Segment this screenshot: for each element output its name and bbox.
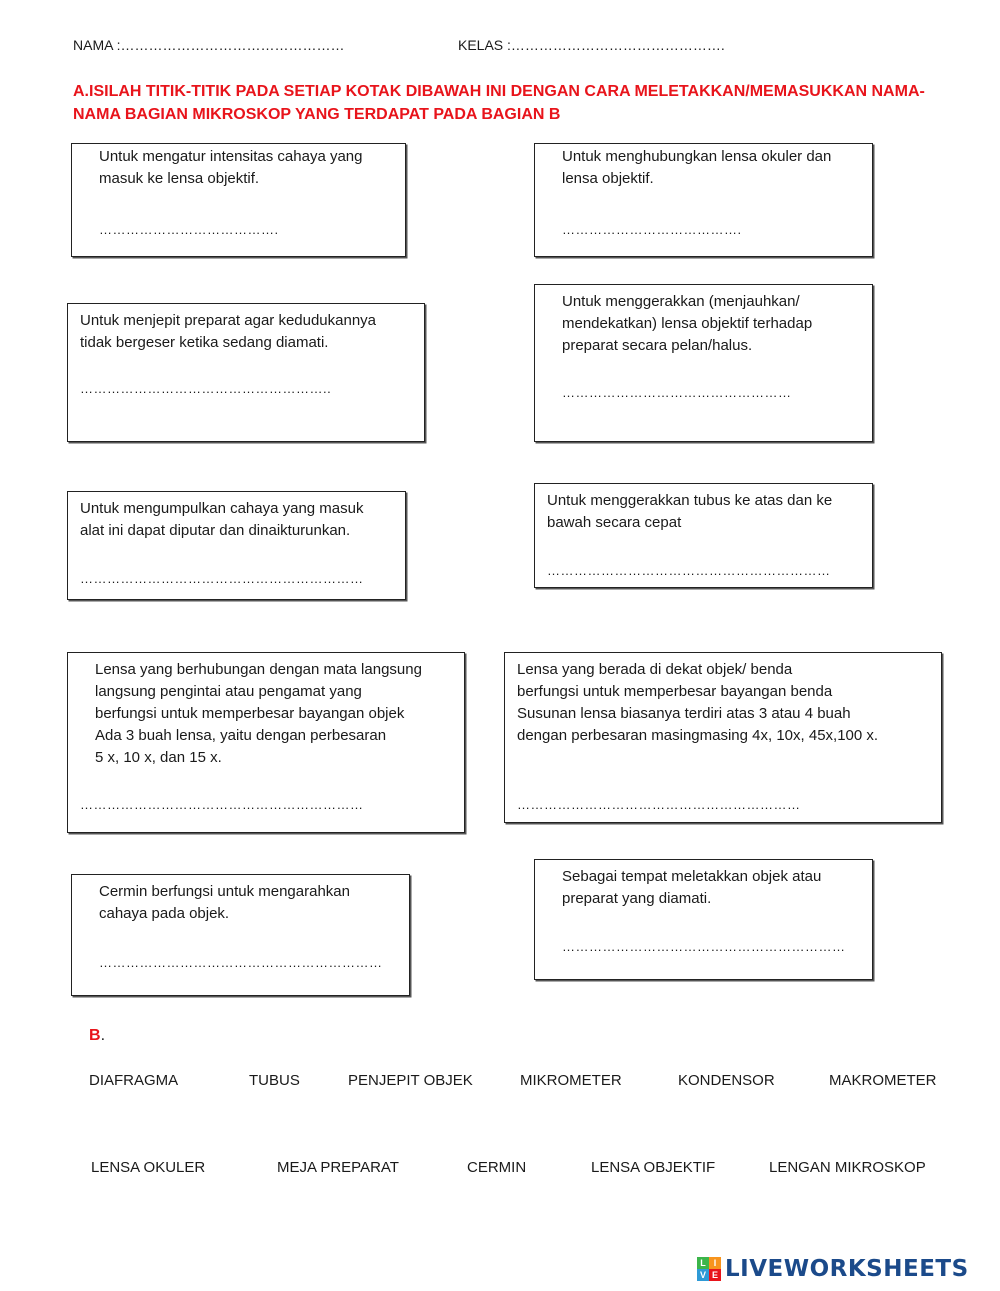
liveworksheets-logo: [697, 1255, 995, 1283]
box-description: Cermin berfungsi untuk mengarahkan cahaya pada objek.: [99, 883, 350, 922]
term-mikrometer[interactable]: MIKROMETER: [520, 1072, 622, 1089]
answer-blank[interactable]: ………………………………………………………: [517, 797, 801, 812]
name-field: NAMA :…………………………………………: [73, 37, 345, 53]
answer-box-2: [534, 143, 873, 257]
instruction-title: A.ISILAH TITIK-TITIK PADA SETIAP KOTAK DIBAWAH INI DENGAN CARA MELETAKKAN/MEMASUKKAN NAMA-NAMA BAGIAN MIKROSKOP YANG TERDAPAT PADA BAGIAN B: [73, 83, 925, 123]
class-field: KELAS :……………………………………….: [458, 37, 725, 53]
box-description: Sebagai tempat meletakkan objek atau preparat yang diamati.: [562, 868, 822, 907]
box-description: Untuk menjepit preparat agar kedudukannya tidak bergeser ketika sedang diamati.: [80, 312, 377, 351]
term-penjepit-objek[interactable]: PENJEPIT OBJEK: [348, 1072, 473, 1089]
answer-blank[interactable]: ………………………………….: [562, 222, 742, 237]
logo-mark-e: E: [709, 1269, 721, 1281]
answer-blank[interactable]: ………………………………………………………: [99, 955, 383, 970]
answer-box-4: [534, 284, 873, 442]
answer-blank[interactable]: ………………………………………………………: [547, 563, 831, 578]
logo-mark-v: V: [697, 1269, 709, 1281]
term-meja-preparat[interactable]: MEJA PREPARAT: [277, 1159, 399, 1176]
logo-wordmark: LIVEWORKSHEETS: [725, 1256, 969, 1282]
term-lensa-okuler[interactable]: LENSA OKULER: [91, 1159, 206, 1176]
term-lensa-objektif[interactable]: LENSA OBJEKTIF: [591, 1159, 716, 1176]
logo-mark-icon: [697, 1257, 721, 1281]
term-makrometer[interactable]: MAKROMETER: [829, 1072, 937, 1089]
answer-box-8: [504, 652, 942, 823]
section-b-letter: B: [89, 1027, 101, 1044]
answer-blank[interactable]: ………………………………………………..: [80, 381, 332, 396]
logo-mark-l: L: [697, 1257, 709, 1269]
logo-mark-i: I: [709, 1257, 721, 1269]
answer-blank[interactable]: ………………………………………………………: [562, 939, 846, 954]
answer-box-10: [534, 859, 873, 980]
box-description: Untuk menghubungkan lensa okuler dan lensa objektif.: [562, 148, 832, 187]
answer-box-1: [71, 143, 406, 257]
box-description: Lensa yang berada di dekat objek/ benda berfungsi untuk memperbesar bayangan benda Susunan lensa biasanya terdiri atas 3 atau 4 buah dengan perbesaran masingmasing 4x, 10x, 45x,100 x.: [517, 661, 879, 744]
answer-box-6: [534, 483, 873, 588]
answer-blank[interactable]: ………………………………………………………: [80, 571, 364, 586]
box-description: Lensa yang berhubungan dengan mata langsung langsung pengintai atau pengamat yang berfungsi untuk memperbesar bayangan objek Ada 3 buah lensa, yaitu dengan perbesaran 5 x, 10 x, dan 15 x.: [95, 661, 422, 766]
section-b-label: [89, 1027, 105, 1045]
answer-box-5: [67, 491, 406, 600]
box-description: Untuk menggerakkan (menjauhkan/ mendekatkan) lensa objektif terhadap preparat secara pelan/halus.: [562, 293, 813, 354]
answer-box-3: [67, 303, 425, 442]
answer-box-9: [71, 874, 410, 996]
section-b-punct: .: [100, 1027, 106, 1044]
answer-blank[interactable]: ………………………………………………………: [80, 797, 364, 812]
answer-blank[interactable]: ……………………………………………: [562, 385, 792, 400]
box-description: Untuk mengumpulkan cahaya yang masuk alat ini dapat diputar dan dinaikturunkan.: [80, 500, 364, 539]
term-kondensor[interactable]: KONDENSOR: [678, 1072, 775, 1089]
term-tubus[interactable]: TUBUS: [249, 1072, 300, 1089]
box-description: Untuk mengatur intensitas cahaya yang masuk ke lensa objektif.: [99, 148, 363, 187]
term-diafragma[interactable]: DIAFRAGMA: [89, 1072, 179, 1089]
answer-blank[interactable]: ………………………………….: [99, 222, 279, 237]
term-lengan-mikroskop[interactable]: LENGAN MIKROSKOP: [769, 1159, 926, 1176]
box-description: Untuk menggerakkan tubus ke atas dan ke bawah secara cepat: [547, 492, 833, 531]
term-cermin[interactable]: CERMIN: [467, 1159, 527, 1176]
answer-box-7: [67, 652, 465, 833]
